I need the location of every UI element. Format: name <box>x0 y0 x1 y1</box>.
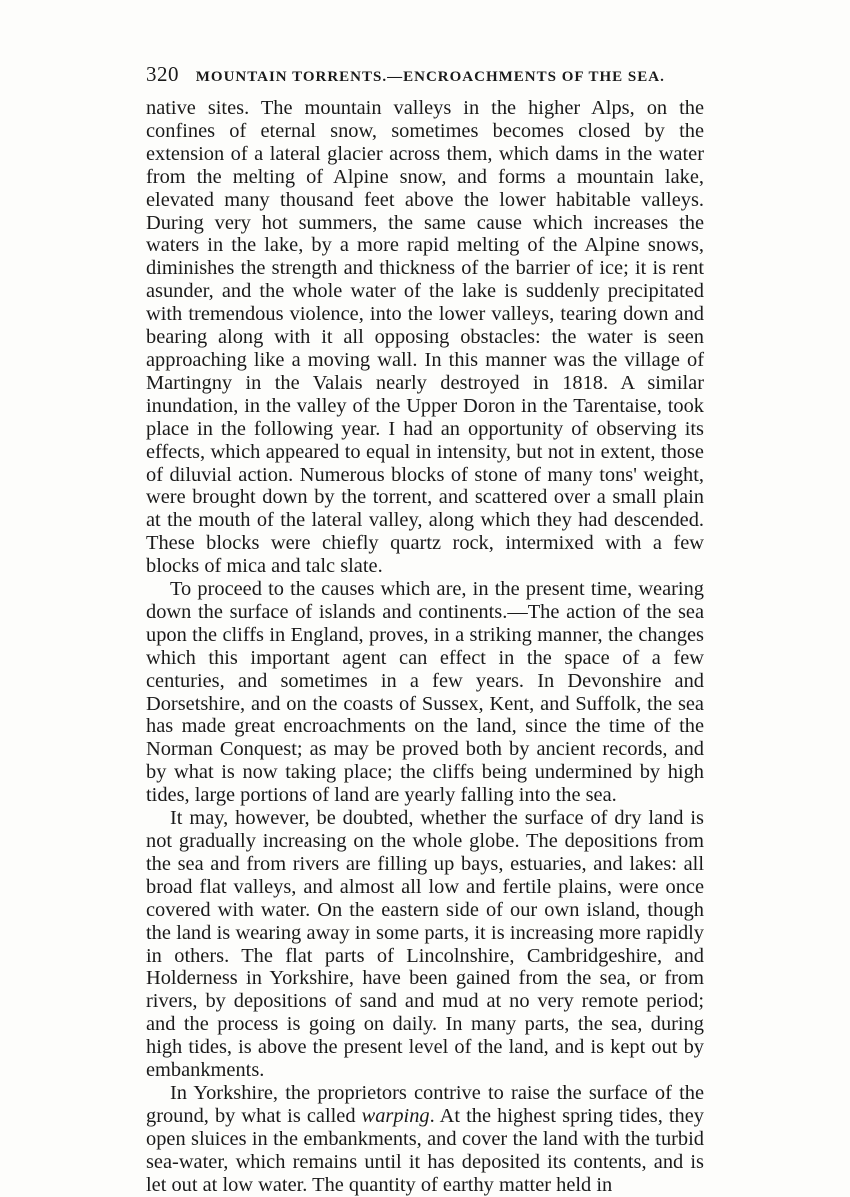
paragraph-4-text-before: In Yorkshire, the proprietors contrive to raise the surface of the ground, by what is called <box>146 1081 704 1127</box>
paragraph-3: It may, however, be doubted, whether the surface of dry land is not gradually increasing on the whole globe. The depositions from the sea and from rivers are filling up bays, estuaries, and lakes: all broad flat valleys, and almost all low and fertile plains, were once covered with water. On the eastern side of our own island, though the land is wearing away in some parts, it is increasing more rapidly in others. The flat parts of Lincolnshire, Cambridgeshire, and Holderness in Yorkshire, have been gained from the sea, or from rivers, by depositions of sand and mud at no very remote period; and the process is going on daily. In many parts, the sea, during high tides, is above the present level of the land, and is kept out by embankments. <box>146 807 704 1082</box>
paragraph-2: To proceed to the causes which are, in the present time, wearing down the surface of islands and continents.—The action of the sea upon the cliffs in England, proves, in a striking manner, the changes which this important agent can effect in the space of a few centuries, and sometimes in a few years. In Devonshire and Dorsetshire, and on the coasts of Sussex, Kent, and Suffolk, the sea has made great encroachments on the land, since the time of the Norman Conquest; as may be proved both by ancient records, and by what is now taking place; the cliffs being undermined by high tides, large portions of land are yearly falling into the sea. <box>146 578 704 807</box>
page-number: 320 <box>146 62 179 86</box>
body-text <box>146 97 704 1197</box>
page-header <box>146 62 706 87</box>
paragraph-4 <box>146 1082 704 1197</box>
term-warping: warping <box>361 1104 430 1127</box>
paragraph-1: native sites. The mountain valleys in the higher Alps, on the confines of eternal snow, sometimes becomes closed by the extension of a lateral glacier across them, which dams in the water from the melting of Alpine snow, and forms a mountain lake, elevated many thousand feet above the lower habitable valleys. During very hot summers, the same cause which increases the waters in the lake, by a more rapid melting of the Alpine snows, diminishes the strength and thickness of the barrier of ice; it is rent asunder, and the whole water of the lake is suddenly precipitated with tremendous violence, into the lower valleys, tearing down and bearing along with it all opposing obstacles: the water is seen approaching like a moving wall. In this manner was the village of Martingny in the Valais nearly destroyed in 1818. A similar inundation, in the valley of the Upper Doron in the Tarentaise, took place in the following year. I had an opportunity of observing its effects, which appeared to equal in intensity, but not in extent, those of diluvial action. Numerous blocks of stone of many tons' weight, were brought down by the torrent, and scattered over a small plain at the mouth of the lateral valley, along which they had descended. These blocks were chiefly quartz rock, intermixed with a few blocks of mica and talc slate. <box>146 97 704 578</box>
running-head: MOUNTAIN TORRENTS.—ENCROACHMENTS OF THE SEA. <box>195 69 665 85</box>
paragraph-4-text-after: . At the highest spring tides, they open sluices in the embankments, and cover the land with the turbid sea-water, which remains until it has deposited its contents, and is let out at low water. The quantity of earthy matter held in <box>146 1104 704 1196</box>
